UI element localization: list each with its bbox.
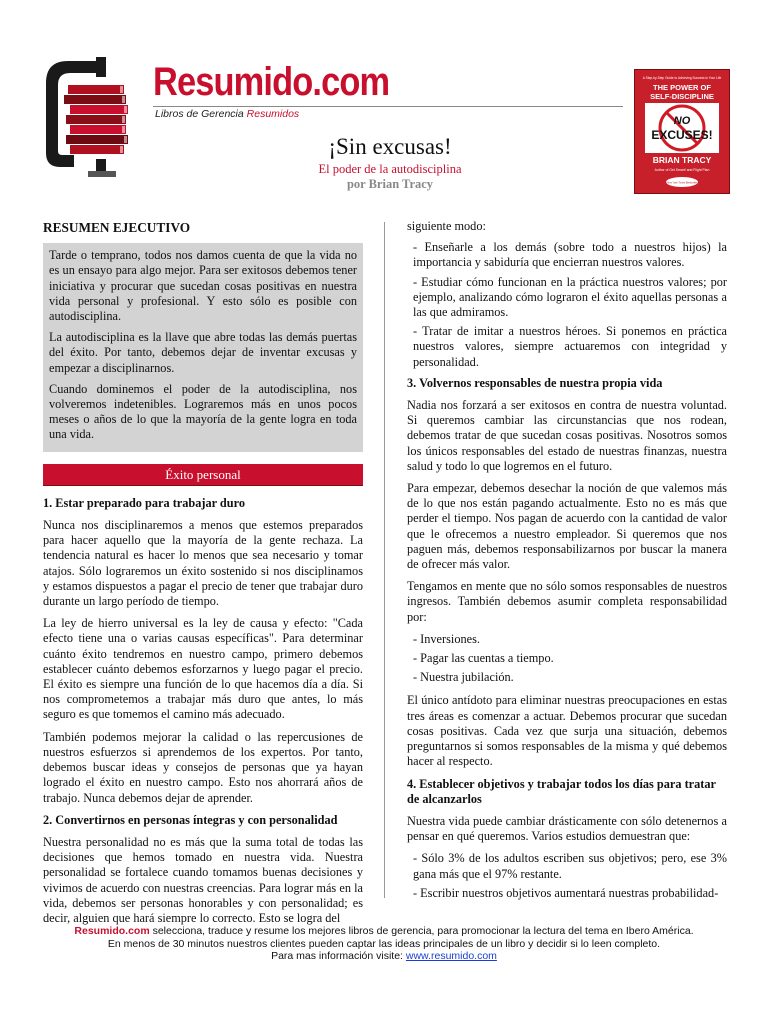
paragraph: La ley de hierro universal es la ley de causa y efecto: "Cada efecto tiene una o varias causas específicas". Para determinar cuánto éxito tendremos en nuestro campo, primero debemos establecer cuánto debemos esforzarnos y luego pagar el precio. El éxito es siempre una función de lo que hacemos día a día. Si nos comprometemos a trabajar más duro que antes, lo más seguro es que tomemos el camino más adecuado. [43, 616, 363, 722]
list-item: - Estudiar cómo funcionan en la práctica nuestros valores; por ejemplo, analizando cómo lograron el éxito aquellas personas a las que admiramos. [413, 274, 727, 320]
paragraph: El único antídoto para eliminar nuestras preocupaciones en estas tres áreas es comenzar a actuar. Debemos procurar que sucedan cosas positivas. Cada vez que surja una situación, debemos preguntarnos si somos responsables de la misma y qué debemos hacer al respecto. [407, 693, 727, 769]
footer-line-1: Resumido.com selecciona, traduce y resume los mejores libros de gerencia, para promocionar la lectura del tema en Ibero América. [74, 925, 694, 937]
executive-summary-heading: RESUMEN EJECUTIVO [43, 220, 191, 235]
list-item: - Tratar de imitar a nuestros héroes. Si ponemos en práctica nuestros valores, siempre actuaremos con integridad y personalidad. [413, 324, 727, 369]
book-author: por Brian Tracy [346, 177, 434, 191]
executive-summary-box [43, 243, 363, 451]
list-item: - Escribir nuestros objetivos aumentará nuestras probabilidad- [413, 885, 719, 900]
footer-brand: Resumido.com [74, 925, 150, 937]
paragraph: Nadia nos forzará a ser exitosos en contra de nuestra voluntad. Si queremos cambiar las circunstancias que nos rodean, debemos tratar de que sucedan cosas positivas. Nosotros somos los únicos responsables del estado de nuestras finanzas, nuestra salud y todo lo que logremos en el futuro. [407, 398, 727, 473]
book-cover-art [635, 70, 729, 193]
cover-no: NO [673, 115, 691, 127]
paragraph: Nuestra personalidad no es más que la suma total de todas las decisiones que hemos tomado en nuestra vida. Nuestra personalidad se fortalece cuando tomamos buenas decisiones y vivimos de acuerdo con nuestras creencias. Para lograr más en la vida, debemos ser personas honorables y con personalidad; es decir, alguien que hará siempre lo correcto. Esto se logra del [43, 834, 363, 925]
heading-3: 3. Volvernos responsables de nuestra propia vida [407, 375, 663, 390]
cover-author: BRIAN TRACY [652, 155, 712, 165]
right-column [407, 219, 727, 905]
cover-line2: SELF-DISCIPLINE [650, 92, 714, 101]
book-subtitle: El poder de la autodisciplina [318, 162, 462, 176]
summary-paragraph: Tarde o temprano, todos nos damos cuenta de que la vida no es un ensayo para algo mejor. Para ser exitosos debemos tener iniciativa y procurar que sucedan cosas positivas en nuestra vida personal y profesional. Y esto sólo es posible con autodisciplina. [49, 248, 357, 324]
paragraph: Nunca nos disciplinaremos a menos que estemos preparados para hacer aquello que la mayoría de la gente rechaza. La tendencia natural es hacer lo menos que sea necesario y tomar atajos. Sólo lograremos un éxito sostenido si nos disciplinamos y estamos dispuestos a pagar el precio de tener que trabajar duro durante un largo período de tiempo. [43, 518, 363, 609]
heading-4: 4. Establecer objetivos y trabajar todos los días para tratar de alcanzarlos [407, 776, 716, 806]
left-column [43, 220, 363, 933]
tagline: Libros de Gerencia Resumidos [155, 108, 300, 120]
heading-1: 1. Estar preparado para trabajar duro [43, 495, 245, 510]
list-item: - Pagar las cuentas a tiempo. [413, 651, 554, 666]
paragraph: Para empezar, debemos desechar la noción de que valemos más de lo que nos están pagando actualmente. Esto no es más que perder el tiempo. Nos pagan de acuerdo con la cantidad de valor que le ofrecemos a nuestro empleador. Si queremos que nos paguen más, debemos responsabilizarnos por buscar la manera de ofrecer más valor. [407, 481, 727, 572]
footer [0, 925, 768, 963]
header-rule [153, 106, 623, 107]
column-divider [384, 222, 385, 898]
brand-logo: Resumido.com [153, 60, 390, 104]
paragraph-continuation: siguiente modo: [407, 219, 486, 233]
book-cover [634, 69, 730, 194]
cover-top-text: A Step-by-Step Guide to Achieving Success in Your Life [642, 76, 722, 80]
paragraph: También podemos mejorar la calidad o las repercusiones de nuestros esfuerzos si aprendemos de los expertos. Por tanto, debemos buscar ideas y consejos de personas que ya hayan logrado el éxito en nuestro campo. Esto nos ahorrará años de trabajo. Nunca debemos dejar de aprender. [43, 729, 363, 805]
list-item: - Nuestra jubilación. [413, 670, 514, 685]
footer-website-link[interactable]: www.resumido.com [405, 950, 497, 962]
footer-line-2: En menos de 30 minutos nuestros clientes pueden captar las ideas principales de un libro y decidir si lo leen completo. [107, 937, 661, 950]
cover-excuses: EXCUSES! [651, 128, 713, 142]
summary-paragraph: La autodisciplina es la llave que abre todas las demás puertas del éxito. Por tanto, debemos dejar de inventar excusas y empezar a disciplinarnos. [49, 330, 357, 375]
book-title: ¡Sin excusas! [328, 134, 452, 159]
list-item: - Enseñarle a los demás (sobre todo a nuestros hijos) la importancia y sabiduría que encierran nuestros valores. [413, 240, 727, 270]
list-item: - Sólo 3% de los adultos escriben sus objetivos; pero, ese 3% gana más que el 97% restante. [413, 851, 727, 881]
clamp-books-logo-icon [40, 55, 150, 180]
cover-blurb: Author of Get Smart! and Flight Plan [654, 168, 710, 172]
paragraph: Tengamos en mente que no sólo somos responsables de nuestros ingresos. También debemos asumir completa responsabilidad por: [407, 579, 727, 624]
cover-line1: THE POWER OF [653, 83, 711, 92]
section-heading-exito-personal: Éxito personal [43, 464, 363, 486]
heading-2: 2. Convertirnos en personas íntegras y con personalidad [43, 812, 338, 827]
cover-badge: New York Times Bestseller [666, 181, 698, 185]
footer-line-3: Para mas información visite: www.resumido.com [271, 950, 497, 962]
paragraph: Nuestra vida puede cambiar drásticamente con sólo detenernos a pensar en qué queremos. Varios estudios demuestran que: [407, 813, 727, 844]
summary-paragraph: Cuando dominemos el poder de la autodisciplina, nos volveremos indetenibles. Lograremos más en unos pocos meses o años de lo que la mayoría de la gente logra en toda una vida. [49, 381, 357, 442]
list-item: - Inversiones. [413, 631, 480, 646]
